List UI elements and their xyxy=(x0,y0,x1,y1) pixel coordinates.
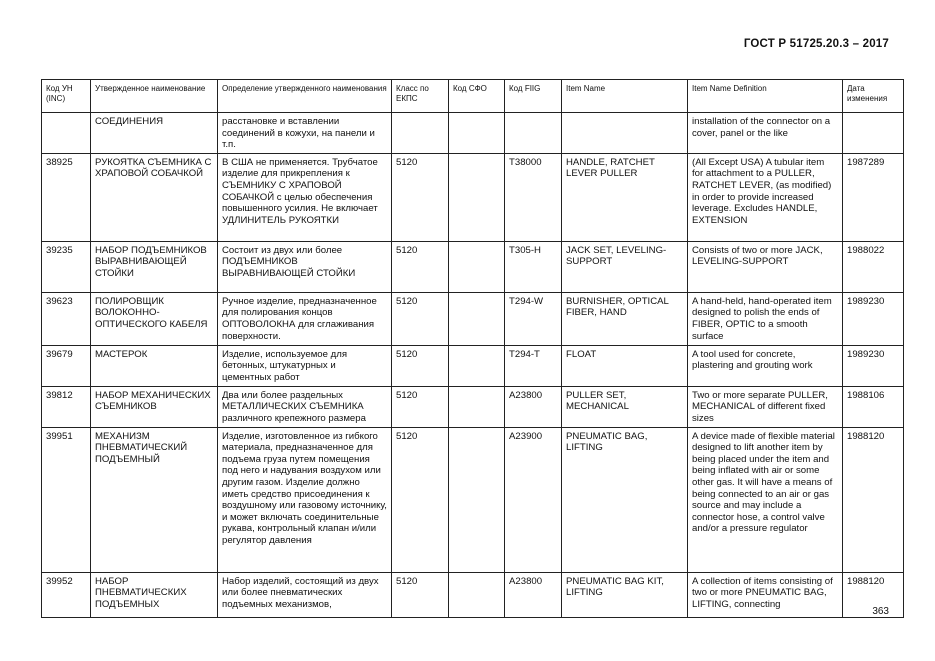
cell-ekps-class: 5120 xyxy=(392,427,449,572)
column-header-fiig-code: Код FIIG xyxy=(505,80,562,113)
cell-definition: Изделие, используемое для бетонных, штукатурных и цементных работ xyxy=(218,345,392,386)
cell-item-name: JACK SET, LEVELING-SUPPORT xyxy=(562,241,688,292)
column-header-ekps-class: Класс по ЕКПС xyxy=(392,80,449,113)
cell-change-date xyxy=(843,113,904,154)
table-row xyxy=(42,292,904,345)
cell-ekps-class xyxy=(392,113,449,154)
table-row xyxy=(42,572,904,617)
cell-sfo-code xyxy=(449,345,505,386)
table-row xyxy=(42,113,904,154)
cell-item-definition: A collection of items consisting of two or more PNEUMATIC BAG, LIFTING, connecting xyxy=(688,572,843,617)
column-header-approved-name: Утвержденное наименование xyxy=(91,80,218,113)
cell-change-date: 1988106 xyxy=(843,386,904,427)
table-row xyxy=(42,153,904,241)
column-header-change-date: Дата изменения xyxy=(843,80,904,113)
cell-definition: Ручное изделие, предназначенное для полирования концов ОПТОВОЛОКНА для сглаживания поверхности. xyxy=(218,292,392,345)
document-header: ГОСТ Р 51725.20.3 – 2017 xyxy=(743,38,889,50)
column-header-item-name: Item Name xyxy=(562,80,688,113)
cell-fiig-code: T305-H xyxy=(505,241,562,292)
cell-definition: расстановке и вставлении соединений в кожухи, на панели и т.п. xyxy=(218,113,392,154)
cell-ekps-class: 5120 xyxy=(392,345,449,386)
cell-inc xyxy=(42,113,91,154)
cell-definition: Состоит из двух или более ПОДЪЕМНИКОВ ВЫРАВНИВАЮЩЕЙ СТОЙКИ xyxy=(218,241,392,292)
cell-inc: 38925 xyxy=(42,153,91,241)
cell-approved-name: НАБОР ПНЕВМАТИЧЕСКИХ ПОДЪЕМНЫХ xyxy=(91,572,218,617)
nomenclature-table xyxy=(41,79,904,618)
cell-item-definition: Two or more separate PULLER, MECHANICAL of different fixed sizes xyxy=(688,386,843,427)
cell-fiig-code: A23800 xyxy=(505,572,562,617)
cell-sfo-code xyxy=(449,427,505,572)
cell-approved-name: НАБОР ПОДЪЕМНИКОВ ВЫРАВНИВАЮЩЕЙ СТОЙКИ xyxy=(91,241,218,292)
cell-fiig-code: A23800 xyxy=(505,386,562,427)
cell-inc: 39952 xyxy=(42,572,91,617)
cell-item-definition: Consists of two or more JACK, LEVELING-SUPPORT xyxy=(688,241,843,292)
cell-item-definition: (All Except USA) A tubular item for attachment to a PULLER, RATCHET LEVER, (as modified) in order to provide increased leverage. Excludes HANDLE, EXTENSION xyxy=(688,153,843,241)
cell-ekps-class: 5120 xyxy=(392,572,449,617)
cell-inc: 39679 xyxy=(42,345,91,386)
table-row xyxy=(42,386,904,427)
cell-change-date: 1989230 xyxy=(843,345,904,386)
cell-approved-name: МЕХАНИЗМ ПНЕВМАТИЧЕСКИЙ ПОДЪЕМНЫЙ xyxy=(91,427,218,572)
cell-definition: Изделие, изготовленное из гибкого материала, предназначенное для подъема груза путем помещения под него и надувания воздухом или другим газом. Изделие должно иметь средство присоединения к воздушному или газовому источнику, и может включать соединительные рукава, контрольный клапан и/или регулятор давления xyxy=(218,427,392,572)
cell-definition: В США не применяется. Трубчатое изделие для прикрепления к СЪЕМНИКУ С ХРАПОВОЙ СОБАЧКОЙ с целью обеспечения повышенного усилия. Не включает УДЛИНИТЕЛЬ РУКОЯТКИ xyxy=(218,153,392,241)
cell-definition: Набор изделий, состоящий из двух или более пневматических подъемных механизмов, xyxy=(218,572,392,617)
column-header-item-definition: Item Name Definition xyxy=(688,80,843,113)
cell-inc: 39812 xyxy=(42,386,91,427)
cell-approved-name: СОЕДИНЕНИЯ xyxy=(91,113,218,154)
cell-change-date: 1988022 xyxy=(843,241,904,292)
cell-ekps-class: 5120 xyxy=(392,386,449,427)
cell-approved-name: РУКОЯТКА СЪЕМНИКА С ХРАПОВОЙ СОБАЧКОЙ xyxy=(91,153,218,241)
cell-inc: 39951 xyxy=(42,427,91,572)
table-row xyxy=(42,427,904,572)
cell-item-name: PNEUMATIC BAG, LIFTING xyxy=(562,427,688,572)
cell-item-definition: A device made of flexible material designed to lift another item by being placed under the item and being inflated with air or some other gas. It will have a means of being connected to an air or gas source and may include a connector hose, a control valve and/or a pressure regulator xyxy=(688,427,843,572)
cell-sfo-code xyxy=(449,113,505,154)
cell-item-name: BURNISHER, OPTICAL FIBER, HAND xyxy=(562,292,688,345)
cell-change-date: 1988120 xyxy=(843,427,904,572)
cell-ekps-class: 5120 xyxy=(392,153,449,241)
cell-inc: 39623 xyxy=(42,292,91,345)
cell-change-date: 1989230 xyxy=(843,292,904,345)
cell-definition: Два или более раздельных МЕТАЛЛИЧЕСКИХ СЪЕМНИКА различного крепежного размера xyxy=(218,386,392,427)
cell-fiig-code: T294-T xyxy=(505,345,562,386)
cell-item-definition: A hand-held, hand-operated item designed to polish the ends of FIBER, OPTIC to a smooth surface xyxy=(688,292,843,345)
table-row xyxy=(42,241,904,292)
table-row xyxy=(42,345,904,386)
cell-fiig-code: T38000 xyxy=(505,153,562,241)
cell-inc: 39235 xyxy=(42,241,91,292)
cell-sfo-code xyxy=(449,241,505,292)
column-header-sfo-code: Код СФО xyxy=(449,80,505,113)
cell-approved-name: НАБОР МЕХАНИЧЕСКИХ СЪЕМНИКОВ xyxy=(91,386,218,427)
table-header-row xyxy=(42,80,904,113)
cell-sfo-code xyxy=(449,292,505,345)
column-header-definition: Определение утвержденного наименования xyxy=(218,80,392,113)
cell-item-definition: installation of the connector on a cover, panel or the like xyxy=(688,113,843,154)
cell-item-name: PULLER SET, MECHANICAL xyxy=(562,386,688,427)
cell-sfo-code xyxy=(449,572,505,617)
cell-change-date: 1987289 xyxy=(843,153,904,241)
cell-item-name xyxy=(562,113,688,154)
cell-ekps-class: 5120 xyxy=(392,292,449,345)
cell-fiig-code: T294-W xyxy=(505,292,562,345)
cell-item-definition: A tool used for concrete, plastering and grouting work xyxy=(688,345,843,386)
cell-fiig-code xyxy=(505,113,562,154)
page-number: 363 xyxy=(872,606,889,617)
cell-sfo-code xyxy=(449,153,505,241)
cell-approved-name: ПОЛИРОВЩИК ВОЛОКОННО-ОПТИЧЕСКОГО КАБЕЛЯ xyxy=(91,292,218,345)
cell-fiig-code: A23900 xyxy=(505,427,562,572)
cell-change-date: 1988120 xyxy=(843,572,904,617)
cell-item-name: FLOAT xyxy=(562,345,688,386)
cell-item-name: HANDLE, RATCHET LEVER PULLER xyxy=(562,153,688,241)
column-header-inc: Код УН (INC) xyxy=(42,80,91,113)
cell-item-name: PNEUMATIC BAG KIT, LIFTING xyxy=(562,572,688,617)
cell-approved-name: МАСТЕРОК xyxy=(91,345,218,386)
cell-sfo-code xyxy=(449,386,505,427)
cell-ekps-class: 5120 xyxy=(392,241,449,292)
